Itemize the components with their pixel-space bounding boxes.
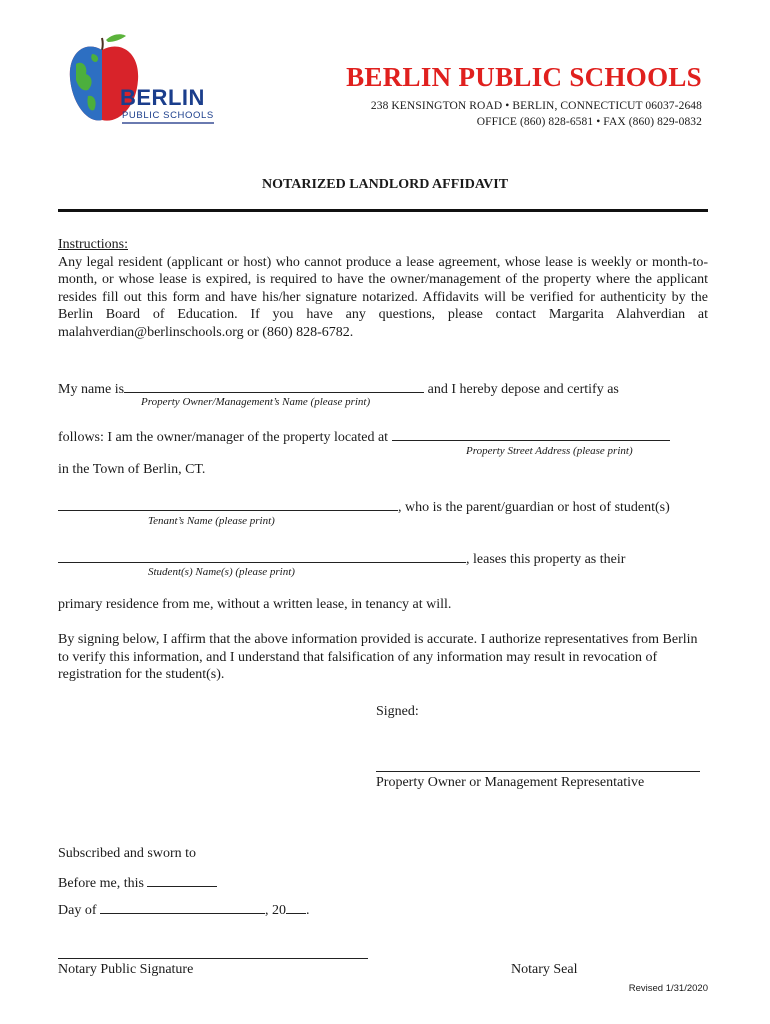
before-me-line (58, 872, 217, 892)
student-names-field[interactable] (58, 548, 466, 563)
year-end: . (306, 903, 310, 918)
tenant-line (58, 496, 718, 516)
owner-name-caption: Property Owner/Management’s Name (please print) (141, 396, 371, 408)
subscribed-label: Subscribed and sworn to (58, 846, 197, 861)
school-name: BERLIN PUBLIC SCHOOLS (346, 62, 702, 92)
logo-subtitle: PUBLIC SCHOOLS (122, 110, 214, 121)
owner-name-line (58, 378, 708, 398)
document-title: NOTARIZED LANDLORD AFFIDAVIT (261, 177, 509, 192)
notary-signature-field[interactable] (58, 958, 368, 959)
title-divider (58, 209, 708, 212)
notary-seal-label: Notary Seal (511, 962, 578, 977)
owner-signature-caption: Property Owner or Management Representative (376, 775, 645, 790)
before-me-label: Before me, this (58, 876, 144, 891)
property-address-prefix: follows: I am the owner/manager of the property located at (58, 430, 389, 445)
instructions-block (58, 236, 708, 341)
owner-name-prefix: My name is (58, 382, 125, 397)
notary-signature-caption: Notary Public Signature (58, 962, 194, 977)
owner-signature-field[interactable] (376, 771, 700, 772)
affirmation-paragraph: By signing below, I affirm that the above information provided is accurate. I authorize representatives from Berlin to verify this information, and I understand that falsification of any information may result in revocation of registration for the student(s). (58, 632, 698, 682)
tenant-name-field[interactable] (58, 496, 398, 511)
tenant-suffix: , who is the parent/guardian or host of student(s) (398, 500, 670, 515)
instructions-heading: Instructions: (58, 237, 128, 252)
students-suffix: , leases this property as their (466, 552, 626, 567)
notary-year-field[interactable] (286, 899, 306, 914)
logo-tagline-bar (122, 122, 214, 124)
property-address-field[interactable] (392, 426, 670, 441)
address-line-1: 238 KENSINGTON ROAD • BERLIN, CONNECTICUT 06037-2648 (370, 100, 702, 112)
day-of-line (58, 899, 310, 919)
logo-wordmark: BERLIN (120, 85, 205, 110)
year-prefix: , 20 (265, 903, 286, 918)
students-line (58, 548, 718, 568)
address-line-2: OFFICE (860) 828-6581 • FAX (860) 829-0832 (476, 116, 702, 128)
property-address-line (58, 426, 718, 446)
notary-month-field[interactable] (100, 899, 265, 914)
day-of-label: Day of (58, 903, 97, 918)
revision-date: Revised 1/31/2020 (628, 983, 708, 994)
owner-name-suffix: and I hereby depose and certify as (427, 382, 619, 397)
residence-line: primary residence from me, without a written lease, in tenancy at will. (58, 597, 452, 612)
property-address-caption: Property Street Address (please print) (466, 445, 633, 457)
tenant-name-caption: Tenant’s Name (please print) (148, 515, 275, 527)
notary-day-field[interactable] (147, 872, 217, 887)
signed-label: Signed: (376, 704, 419, 719)
town-line: in the Town of Berlin, CT. (58, 462, 206, 477)
student-names-caption: Student(s) Name(s) (please print) (148, 566, 295, 578)
berlin-logo (66, 30, 226, 130)
instructions-body: Any legal resident (applicant or host) who cannot produce a lease agreement, whose lease is weekly or month-to-month, or whose lease is expired, is required to have the owner/management of the property where the applicant resides fill out this form and have his/her signature notarized. Affidavits will be verified for authenticity by the Berlin Board of Education. If you have any questions, please contact Margarita Alahverdian at malahverdian@berlinschools.org or (860) 828-6782. (58, 254, 708, 340)
owner-name-field[interactable] (124, 378, 424, 393)
